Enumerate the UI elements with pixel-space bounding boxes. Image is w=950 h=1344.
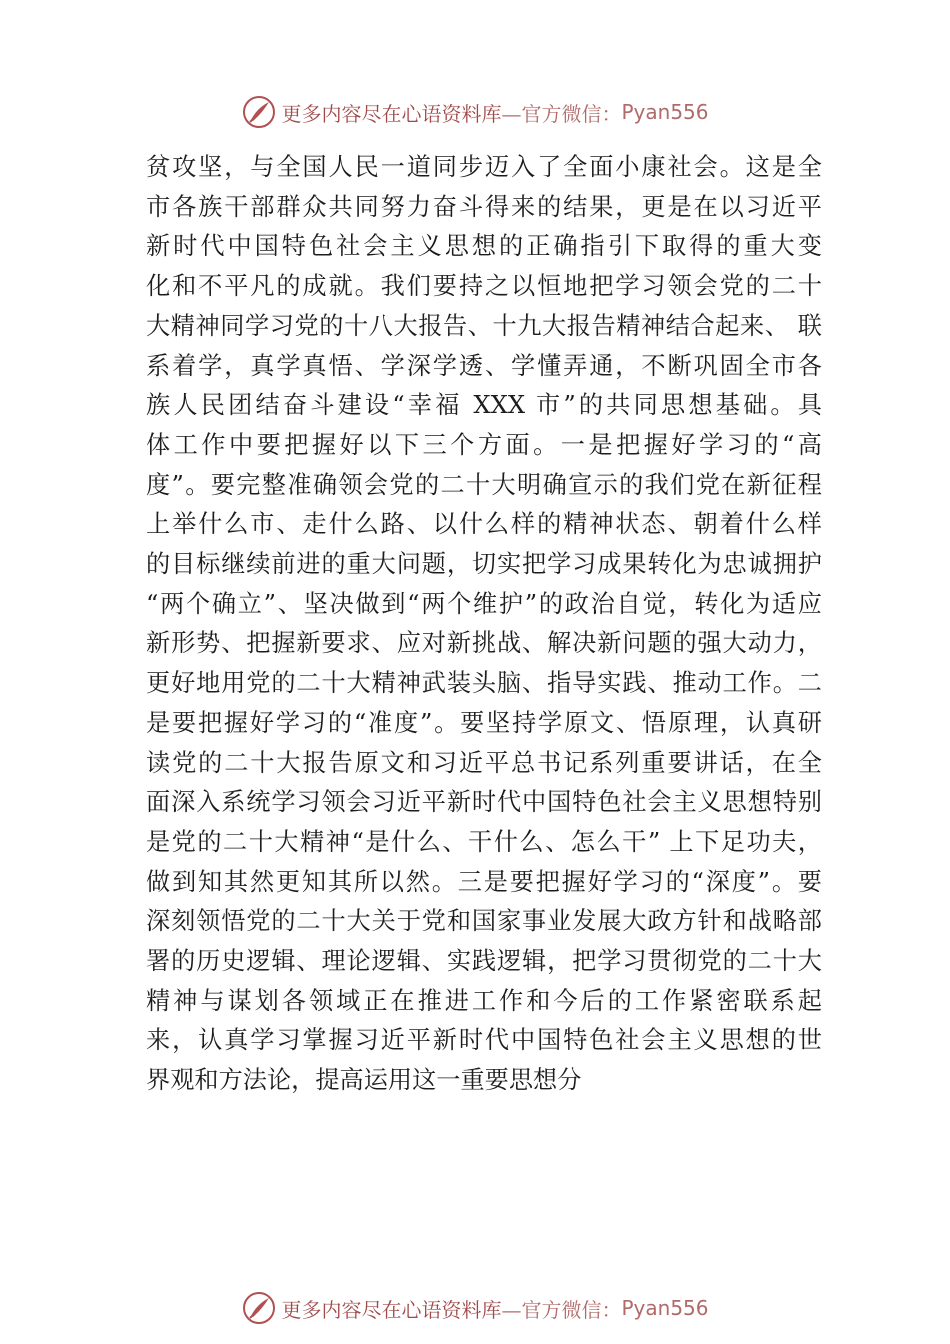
paragraph-line: 更好地用党的二十大精神武装头脑、指导实践、推动工作。二 xyxy=(146,669,822,698)
paragraph-line: 来，认真学习掌握习近平新时代中国特色社会主义思想的世 xyxy=(146,1026,822,1055)
watermark-main-text: 更多内容尽在心语资料库 xyxy=(281,101,502,126)
paragraph-line: 大精神同学习党的十八大报告、十九大报告精神结合起来、 联 xyxy=(146,311,822,340)
header-watermark xyxy=(0,92,950,132)
watermark-sub-text: —官方微信： xyxy=(501,101,622,126)
document-paragraph xyxy=(146,148,822,1101)
paragraph-line: 化和不平凡的成就。我们要持之以恒地把学习领会党的二十 xyxy=(146,272,822,301)
paragraph-line: 精神与谋划各领域正在推进工作和今后的工作紧密联系起 xyxy=(146,986,822,1015)
paragraph-line: 体工作中要把握好以下三个方面。一是把握好学习的“高 xyxy=(146,430,822,459)
paragraph-line: 的目标继续前进的重大问题，切实把学习成果转化为忠诚拥护 xyxy=(146,550,822,579)
paragraph-line: 做到知其然更知其所以然。三是要把握好学习的“深度”。要 xyxy=(146,867,822,896)
paragraph-line: 面深入系统学习领会习近平新时代中国特色社会主义思想特别 xyxy=(146,788,822,817)
paragraph-line: 署的历史逻辑、理论逻辑、实践逻辑，把学习贯彻党的二十大 xyxy=(146,947,822,976)
watermark-wechat-id: Pyan556 xyxy=(621,1296,709,1320)
paragraph-line: “两个确立”、坚决做到“两个维护”的政治自觉，转化为适应 xyxy=(146,589,822,618)
paragraph-line: 贫攻坚，与全国人民一道同步迈入了全面小康社会。这是全 xyxy=(146,153,822,181)
paragraph-line: 新形势、把握新要求、应对新挑战、解决新问题的强大动力， xyxy=(146,629,822,658)
watermark-main-text: 更多内容尽在心语资料库 xyxy=(281,1297,502,1322)
paragraph-line: 新时代中国特色社会主义思想的正确指引下取得的重大变 xyxy=(146,232,822,261)
paragraph-line: 界观和方法论，提高运用这一重要思想分 xyxy=(146,1066,582,1095)
quill-logo-icon xyxy=(241,1290,277,1326)
paragraph-line: 是要把握好学习的“准度”。要坚持学原文、悟原理，认真研 xyxy=(146,708,822,737)
paragraph-line: 族人民团结奋斗建设“幸福 XXX 市”的共同思想基础。具 xyxy=(146,391,822,420)
paragraph-line: 度”。要完整准确领会党的二十大明确宣示的我们党在新征程 xyxy=(146,470,822,499)
paragraph-line: 读党的二十大报告原文和习近平总书记系列重要讲话，在全 xyxy=(146,748,822,777)
footer-watermark xyxy=(0,1288,950,1328)
paragraph-line: 是党的二十大精神“是什么、干什么、怎么干” 上下足功夫， xyxy=(146,827,822,856)
paragraph-line: 深刻领悟党的二十大关于党和国家事业发展大政方针和战略部 xyxy=(146,907,822,936)
paragraph-line: 上举什么市、走什么路、以什么样的精神状态、朝着什么样 xyxy=(146,510,822,539)
watermark-sub-text: —官方微信： xyxy=(501,1297,622,1322)
quill-logo-icon xyxy=(241,94,277,130)
paragraph-line: 市各族干部群众共同努力奋斗得来的结果，更是在以习近平 xyxy=(146,192,822,221)
paragraph-line: 系着学，真学真悟、学深学透、学懂弄通，不断巩固全市各 xyxy=(146,351,822,380)
watermark-wechat-id: Pyan556 xyxy=(621,100,709,124)
